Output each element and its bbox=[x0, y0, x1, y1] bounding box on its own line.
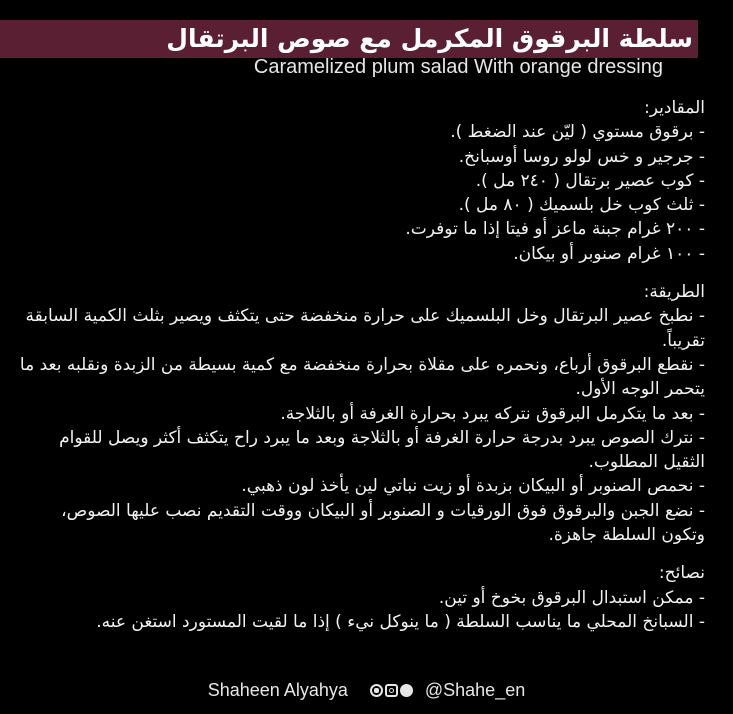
method-heading: الطريقة: bbox=[643, 282, 705, 303]
page-title-arabic: سلطة البرقوق المكرمل مع صوص البرتقال bbox=[166, 24, 693, 53]
method-step: - نضع الجبن والبرقوق فوق الورقيات و الصنوبر أو البيكان ووقت التقديم نصب عليها الصوص، وتكون السلطة جاهزة. bbox=[61, 500, 705, 546]
section-spacer bbox=[15, 266, 705, 280]
tips-heading: نصائح: bbox=[658, 563, 705, 584]
ingredients-heading: المقادير: bbox=[644, 98, 705, 118]
method-step: - بعد ما يتكرمل البرقوق نتركه يبرد بحرارة الغرفة أو بالثلاجة. bbox=[280, 403, 705, 424]
page-title-english: Caramelized plum salad With orange dressing bbox=[253, 56, 663, 78]
twitter-icon bbox=[400, 684, 413, 697]
footer bbox=[0, 680, 733, 701]
ingredient-item: - ثلث كوب خل بلسميك ( ٨٠ مل ). bbox=[458, 195, 705, 216]
method-step: - نقطع البرقوق أرباع، ونحمره على مقلاة بحرارة منخفضة مع كمية بسيطة من الزبدة ونقلبه بعد ما يتحمر الوجه الأول. bbox=[19, 354, 705, 400]
social-icons bbox=[370, 684, 413, 697]
instagram-icon bbox=[385, 684, 398, 697]
method-step: - نطبخ عصير البرتقال وخل البلسميك على حرارة منخفضة حتى يتكثف ويصير بثلث الكمية السابقة تقريباً. bbox=[25, 306, 705, 351]
ingredient-item: - ١٠٠ غرام صنوبر أو بيكان. bbox=[513, 243, 705, 264]
author-name: Shaheen Alyahya bbox=[207, 680, 348, 700]
social-handle: @Shahe_en bbox=[424, 680, 526, 700]
ingredient-item: - كوب عصير برتقال ( ٢٤٠ مل ). bbox=[475, 170, 705, 191]
ingredient-item: - برقوق مستوي ( ليّن عند الضغط ). bbox=[450, 122, 705, 143]
section-spacer bbox=[15, 547, 705, 561]
snapchat-icon bbox=[370, 684, 383, 697]
method-step: - نترك الصوص يبرد بدرجة حرارة الغرفة أو بالثلاجة وبعد ما يبرد راح يتكثف أكثر ويصل للقوام الثقيل المطلوب. bbox=[59, 427, 705, 473]
ingredient-item: - ٢٠٠ غرام جبنة ماعز أو فيتا إذا ما توفرت. bbox=[405, 219, 705, 240]
tip-item: - ممكن استبدال البرقوق بخوخ أو تين. bbox=[438, 587, 705, 608]
recipe-content bbox=[15, 96, 705, 634]
ingredient-item: - جرجير و خس لولو روسا أوسبانخ. bbox=[458, 146, 705, 167]
method-step: - نحمص الصنوبر أو البيكان بزبدة أو زيت نباتي لين يأخذ لون ذهبي. bbox=[241, 476, 705, 497]
tip-item: - السبانخ المحلي ما يناسب السلطة ( ما ينوكل نيء ) إذا ما لقيت المستورد استغن عنه. bbox=[96, 611, 705, 632]
